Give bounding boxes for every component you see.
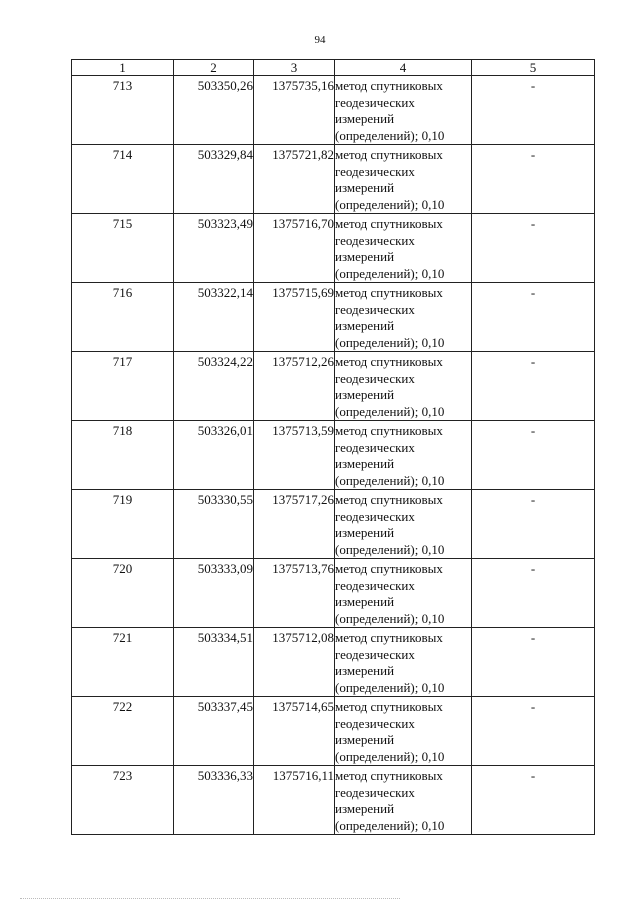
note-cell: - — [472, 283, 595, 352]
x-coordinate-cell: 503322,14 — [174, 283, 254, 352]
table-row — [72, 421, 595, 490]
y-coordinate-cell: 1375721,82 — [254, 145, 335, 214]
y-coordinate-cell: 1375717,26 — [254, 490, 335, 559]
y-coordinate-cell: 1375712,08 — [254, 628, 335, 697]
note-cell: - — [472, 490, 595, 559]
note-cell: - — [472, 76, 595, 145]
point-number-cell: 716 — [72, 283, 174, 352]
point-number-cell: 718 — [72, 421, 174, 490]
table-row — [72, 283, 595, 352]
point-number-cell: 717 — [72, 352, 174, 421]
method-text: метод спутниковых геодезических измерений (определений); 0,10 — [335, 147, 445, 212]
y-coordinate-cell: 1375713,59 — [254, 421, 335, 490]
method-cell — [335, 766, 472, 835]
method-cell — [335, 628, 472, 697]
method-text: метод спутниковых геодезических измерений (определений); 0,10 — [335, 561, 445, 626]
header-col-4: 4 — [335, 60, 472, 76]
y-coordinate-cell: 1375713,76 — [254, 559, 335, 628]
table-row — [72, 628, 595, 697]
method-cell — [335, 214, 472, 283]
table-row — [72, 697, 595, 766]
y-coordinate-cell: 1375714,65 — [254, 697, 335, 766]
point-number-cell: 722 — [72, 697, 174, 766]
method-cell — [335, 697, 472, 766]
header-col-1: 1 — [72, 60, 174, 76]
method-cell — [335, 421, 472, 490]
method-text: метод спутниковых геодезических измерений (определений); 0,10 — [335, 78, 445, 143]
note-cell: - — [472, 628, 595, 697]
header-col-3: 3 — [254, 60, 335, 76]
table-row — [72, 352, 595, 421]
method-text: метод спутниковых геодезических измерений (определений); 0,10 — [335, 285, 445, 350]
coordinates-table — [71, 59, 595, 835]
point-number-cell: 714 — [72, 145, 174, 214]
x-coordinate-cell: 503336,33 — [174, 766, 254, 835]
note-cell: - — [472, 214, 595, 283]
header-row — [72, 60, 595, 76]
method-text: метод спутниковых геодезических измерений (определений); 0,10 — [335, 216, 445, 281]
point-number-cell: 721 — [72, 628, 174, 697]
table-row — [72, 559, 595, 628]
note-cell: - — [472, 697, 595, 766]
table-row — [72, 490, 595, 559]
x-coordinate-cell: 503333,09 — [174, 559, 254, 628]
x-coordinate-cell: 503324,22 — [174, 352, 254, 421]
note-cell: - — [472, 421, 595, 490]
x-coordinate-cell: 503337,45 — [174, 697, 254, 766]
method-cell — [335, 559, 472, 628]
method-cell — [335, 490, 472, 559]
point-number-cell: 713 — [72, 76, 174, 145]
table-row — [72, 214, 595, 283]
table-header — [72, 60, 595, 76]
y-coordinate-cell: 1375712,26 — [254, 352, 335, 421]
point-number-cell: 720 — [72, 559, 174, 628]
method-text: метод спутниковых геодезических измерений (определений); 0,10 — [335, 699, 445, 764]
point-number-cell: 719 — [72, 490, 174, 559]
method-cell — [335, 283, 472, 352]
table-row — [72, 76, 595, 145]
note-cell: - — [472, 766, 595, 835]
y-coordinate-cell: 1375735,16 — [254, 76, 335, 145]
method-text: метод спутниковых геодезических измерений (определений); 0,10 — [335, 492, 445, 557]
y-coordinate-cell: 1375715,69 — [254, 283, 335, 352]
point-number-cell: 715 — [72, 214, 174, 283]
method-cell — [335, 352, 472, 421]
x-coordinate-cell: 503329,84 — [174, 145, 254, 214]
note-cell: - — [472, 352, 595, 421]
x-coordinate-cell: 503323,49 — [174, 214, 254, 283]
header-col-5: 5 — [472, 60, 595, 76]
x-coordinate-cell: 503326,01 — [174, 421, 254, 490]
table-body — [72, 76, 595, 835]
method-cell — [335, 145, 472, 214]
note-cell: - — [472, 145, 595, 214]
x-coordinate-cell: 503330,55 — [174, 490, 254, 559]
y-coordinate-cell: 1375716,11 — [254, 766, 335, 835]
x-coordinate-cell: 503350,26 — [174, 76, 254, 145]
point-number-cell: 723 — [72, 766, 174, 835]
y-coordinate-cell: 1375716,70 — [254, 214, 335, 283]
page-number: 94 — [314, 34, 326, 46]
method-text: метод спутниковых геодезических измерений (определений); 0,10 — [335, 354, 445, 419]
method-text: метод спутниковых геодезических измерений (определений); 0,10 — [335, 423, 445, 488]
x-coordinate-cell: 503334,51 — [174, 628, 254, 697]
table-row — [72, 145, 595, 214]
method-cell — [335, 76, 472, 145]
method-text: метод спутниковых геодезических измерений (определений); 0,10 — [335, 768, 445, 833]
note-cell: - — [472, 559, 595, 628]
footer-scan-artifact — [20, 898, 400, 903]
table-row — [72, 766, 595, 835]
method-text: метод спутниковых геодезических измерений (определений); 0,10 — [335, 630, 445, 695]
header-col-2: 2 — [174, 60, 254, 76]
